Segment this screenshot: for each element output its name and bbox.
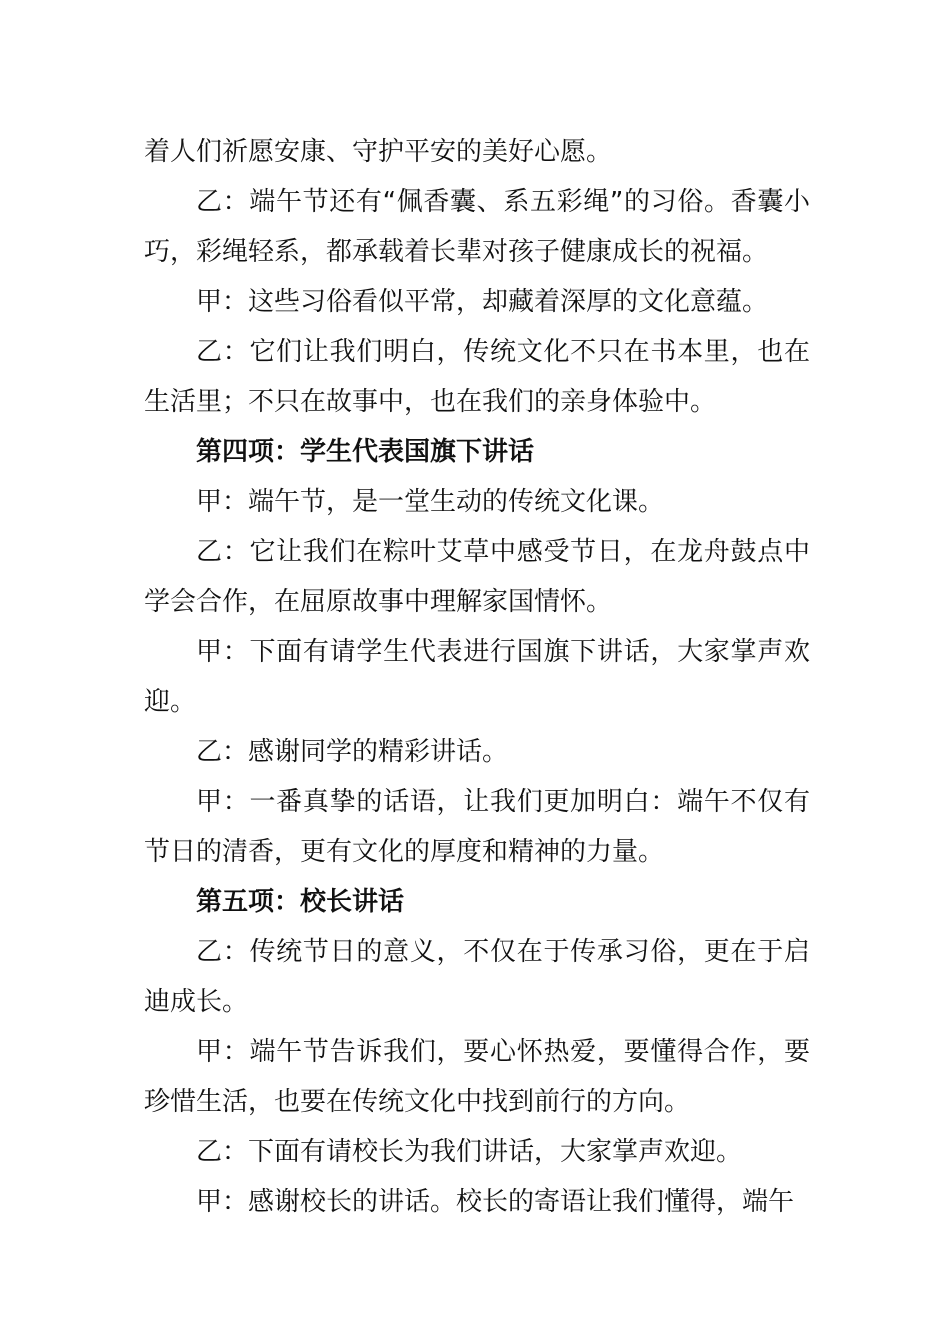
paragraph: 甲：这些习俗看似平常，却藏着深厚的文化意蕴。	[196, 287, 769, 317]
paragraph: 甲：端午节，是一堂生动的传统文化课。	[196, 487, 665, 517]
section-heading: 第五项：校长讲话	[196, 887, 405, 917]
paragraph: 乙：端午节还有“佩香囊、系五彩绳”的习俗。香囊小巧，彩绳轻系，都承载着长辈对孩子健康成长的祝福。	[144, 187, 810, 267]
document-page	[144, 127, 810, 1227]
paragraph: 乙：它让我们在粽叶艾草中感受节日，在龙舟鼓点中学会合作，在屈原故事中理解家国情怀。	[144, 537, 810, 617]
paragraph: 乙：它们让我们明白，传统文化不只在书本里，也在生活里；不只在故事中，也在我们的亲身体验中。	[144, 337, 810, 417]
section-heading: 第四项：学生代表国旗下讲话	[196, 437, 535, 467]
paragraph: 甲：一番真挚的话语，让我们更加明白：端午不仅有节日的清香，更有文化的厚度和精神的力量。	[144, 787, 810, 867]
paragraph: 甲：下面有请学生代表进行国旗下讲话，大家掌声欢迎。	[144, 637, 810, 717]
paragraph: 乙：下面有请校长为我们讲话，大家掌声欢迎。	[196, 1137, 743, 1167]
paragraph: 着人们祈愿安康、守护平安的美好心愿。	[144, 137, 613, 167]
paragraph: 甲：感谢校长的讲话。校长的寄语让我们懂得，端午	[196, 1187, 795, 1217]
paragraph: 乙：感谢同学的精彩讲话。	[196, 737, 509, 767]
paragraph: 甲：端午节告诉我们，要心怀热爱，要懂得合作，要珍惜生活，也要在传统文化中找到前行的方向。	[144, 1037, 810, 1117]
paragraph: 乙：传统节日的意义，不仅在于传承习俗，更在于启迪成长。	[144, 937, 810, 1017]
